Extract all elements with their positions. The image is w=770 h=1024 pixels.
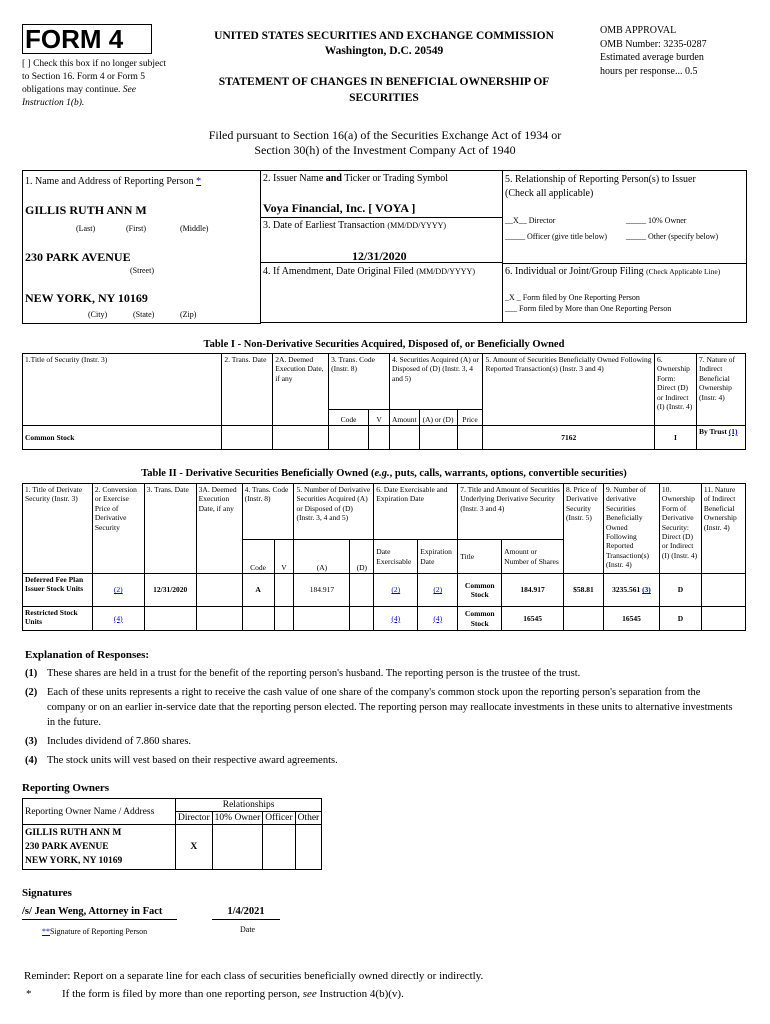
filing-one[interactable]: _X _ Form filed by One Reporting Person — [505, 293, 640, 302]
issuer-name: Voya Financial, Inc. [ VOYA ] — [263, 201, 416, 215]
owners-h-director: Director — [176, 812, 213, 825]
t1-h-amount-owned: 5. Amount of Securities Beneficially Owned Following Reported Transaction(s) (Instr. 3 and 4) — [483, 354, 655, 426]
footnote-link[interactable]: (3) — [642, 585, 651, 595]
t2-row-security: Deferred Fee Plan Issuer Stock Units — [23, 574, 93, 607]
table-row — [23, 426, 746, 450]
filing-more[interactable]: ___ Form filed by More than One Reporting Person — [505, 304, 672, 313]
t2-h-price: 8. Price of Derivative Security (Instr. 5) — [564, 484, 604, 574]
table-row — [23, 574, 746, 607]
footnote-link[interactable]: (4) — [433, 613, 443, 623]
t2-row-title: Common Stock — [458, 574, 502, 607]
t2-h-shares: Amount or Number of Shares — [502, 540, 564, 574]
t2-h-conversion: 2. Conversion or Exercise Price of Derivative Security — [92, 484, 144, 574]
t2-h-form: 10. Ownership Form of Derivative Security: Direct (D) or Indirect (I) (Instr. 4) — [659, 484, 701, 574]
t1-h-code-sub: Code — [329, 410, 369, 426]
t2-h-code-sub: Code — [242, 540, 274, 574]
zip-label: (Zip) — [180, 310, 197, 319]
t2-h-nature: 11. Nature of Indirect Beneficial Ownership (Instr. 4) — [701, 484, 745, 574]
table1-title: Table I - Non-Derivative Securities Acquired, Disposed of, or Beneficially Owned — [203, 339, 565, 350]
date-label: Date — [240, 925, 256, 934]
director-check[interactable]: __X__ Director — [505, 216, 556, 225]
t1-h-v: V — [369, 410, 390, 426]
footnote-link[interactable]: (4) — [391, 613, 401, 623]
owners-h-name: Reporting Owner Name / Address — [23, 799, 176, 825]
signatures-title: Signatures — [22, 887, 72, 899]
relationship-label: 5. Relationship of Reporting Person(s) to Issuer (Check all applicable) — [505, 174, 696, 199]
t2-row-a: 184.917 — [294, 574, 350, 607]
t2-h-d: (D) — [350, 540, 374, 574]
owners-name: GILLIS RUTH ANN M 230 PARK AVENUE NEW YORK, NY 10169 — [23, 825, 176, 870]
state-label: (State) — [133, 310, 155, 319]
t2-row-form: D — [659, 607, 701, 631]
statement-title: STATEMENT OF CHANGES IN BENEFICIAL OWNERSHIP OF SECURITIES — [218, 76, 550, 104]
t1-h-price: Price — [457, 410, 483, 426]
t1-h-deemed: 2A. Deemed Execution Date, if any — [273, 354, 329, 426]
table2-title: Table II - Derivative Securities Beneficially Owned (e.g., puts, calls, warrants, options, convertible securities) — [141, 468, 627, 479]
name-footnote-link[interactable]: * — [196, 176, 202, 187]
list-item: (4) The stock units will vest based on their respective award agreements. — [25, 755, 338, 766]
t2-h-code: 4. Trans. Code (Instr. 8) — [242, 484, 294, 540]
t1-h-date: 2. Trans. Date — [222, 354, 273, 426]
filing-label: 6. Individual or Joint/Group Filing (Check Applicable Line) — [505, 266, 721, 277]
t2-h-date-ex: Date Exercisable — [374, 540, 418, 574]
table1 — [22, 353, 746, 450]
t2-row-shares: 184.917 — [502, 574, 564, 607]
t1-h-aord: (A) or (D) — [419, 410, 457, 426]
owners-table — [22, 798, 322, 870]
footnote-link[interactable]: (2) — [391, 585, 401, 595]
street-label: (Street) — [130, 266, 154, 275]
star-note: If the form is filed by more than one reporting person, see Instruction 4(b)(v). — [62, 988, 404, 1000]
footnote-link[interactable]: ** — [42, 927, 50, 936]
t1-h-security: 1.Title of Security (Instr. 3) — [23, 354, 222, 426]
footnote-link[interactable]: (2) — [433, 585, 443, 595]
table2 — [22, 483, 746, 631]
owners-h-other: Other — [295, 812, 322, 825]
t2-h-owned: 9. Number of derivative Securities Beneficially Owned Following Reported Transaction(s) (Instr. 4) — [603, 484, 659, 574]
owners-director-mark: X — [176, 825, 213, 870]
t1-h-nature: 7. Nature of Indirect Beneficial Ownership (Instr. 4) — [696, 354, 745, 426]
amendment-label: 4. If Amendment, Date Original Filed (MM/DD/YYYY) — [263, 266, 475, 277]
t2-h-exercisable: 6. Date Exercisable and Expiration Date — [374, 484, 458, 540]
reporting-person-name: GILLIS RUTH ANN M — [25, 203, 147, 217]
omb-approval: OMB APPROVAL OMB Number: 3235-0287 Estimated average burden hours per response... 0.5 — [600, 25, 707, 77]
footnote-link[interactable]: (4) — [113, 613, 123, 623]
t2-row-security: Restricted Stock Units — [23, 607, 93, 631]
city-value: NEW YORK, NY 10169 — [25, 291, 148, 305]
t2-h-title: Title — [458, 540, 502, 574]
t1-row-security: Common Stock — [23, 426, 222, 450]
earliest-date: 12/31/2020 — [352, 249, 407, 263]
t1-row-amount: 7162 — [483, 426, 655, 450]
city-label: (City) — [88, 310, 108, 319]
reminder: Reminder: Report on a separate line for each class of securities beneficially owned directly or indirectly. — [24, 970, 484, 982]
first-label: (First) — [126, 224, 146, 233]
t2-row-code: A — [242, 574, 274, 607]
t1-h-amount: Amount — [390, 410, 420, 426]
t2-h-a: (A) — [294, 540, 350, 574]
table-row — [23, 825, 322, 870]
street-value: 230 PARK AVENUE — [25, 250, 131, 264]
filed-pursuant: Filed pursuant to Section 16(a) of the Securities Exchange Act of 1934 or Section 30(h) of the Investment Company Act of 1940 — [208, 128, 562, 157]
t2-h-underlying: 7. Title and Amount of Securities Underlying Derivative Security (Instr. 3 and 4) — [458, 484, 564, 540]
t1-h-code: 3. Trans. Code (Instr. 8) — [329, 354, 390, 410]
t1-h-acquired: 4. Securities Acquired (A) or Disposed of (D) (Instr. 3, 4 and 5) — [390, 354, 483, 410]
list-item: (2) Each of these units represents a right to receive the cash value of one share of the company's common stock upon the reporting person's separation from the company or on an earlier in-service date that the reporting person elected. The reporting person may reallocate investments in these units to alternative investments in the future. — [25, 687, 733, 728]
check-box-text: [ ] Check this box if no longer subject to Section 16. Form 4 or Form 5 obligations may continue. See Instruction 1(b). — [22, 59, 167, 108]
t2-row-owned: 16545 — [603, 607, 659, 631]
t1-h-ownership-form: 6. Ownership Form: Direct (D) or Indirect (I) (Instr. 4) — [655, 354, 697, 426]
table-row — [23, 607, 746, 631]
star-note-mark: * — [26, 988, 32, 1000]
t2-h-number: 5. Number of Derivative Securities Acquired (A) or Disposed of (D) (Instr. 3, 4 and 5) — [294, 484, 374, 540]
earliest-date-label: 3. Date of Earliest Transaction (MM/DD/YYYY) — [263, 220, 447, 231]
agency-city: Washington, D.C. 20549 — [324, 45, 444, 57]
issuer-label: 2. Issuer Name and Ticker or Trading Symbol — [263, 173, 449, 184]
other-check[interactable]: _____ Other (specify below) — [626, 232, 719, 241]
t2-h-exp: Expiration Date — [418, 540, 458, 574]
footnote-link[interactable]: (1) — [728, 427, 738, 436]
list-item: (1) These shares are held in a trust for the benefit of the reporting person's husband. The reporting person is the trustee of the trust. — [25, 668, 581, 679]
owners-h-officer: Officer — [263, 812, 295, 825]
form-title: FORM 4 — [25, 24, 124, 54]
owners-h-ten: 10% Owner — [212, 812, 263, 825]
last-label: (Last) — [76, 224, 96, 233]
t2-h-security: 1. Title of Derivate Security (Instr. 3) — [23, 484, 93, 574]
explanation-list — [25, 666, 739, 768]
t2-h-v: V — [274, 540, 294, 574]
signature-date: 1/4/2021 — [212, 906, 280, 920]
owners-h-rel: Relationships — [176, 799, 322, 812]
t2-row-form: D — [659, 574, 701, 607]
t1-row-form: I — [655, 426, 697, 450]
agency-name: UNITED STATES SECURITIES AND EXCHANGE COMMISSION — [214, 30, 554, 42]
form-title-box — [22, 24, 152, 54]
t2-row-owned: 3235.561 — [612, 585, 641, 595]
t2-h-date: 3. Trans. Date — [144, 484, 196, 574]
footnote-link[interactable]: (2) — [113, 585, 123, 595]
ten-percent-check[interactable]: _____ 10% Owner — [626, 216, 687, 225]
t2-row-title: Common Stock — [458, 607, 502, 631]
explanation-title: Explanation of Responses: — [25, 649, 150, 661]
t2-row-date: 12/31/2020 — [144, 574, 196, 607]
reporting-person-label: 1. Name and Address of Reporting Person * — [25, 176, 202, 187]
officer-check[interactable]: _____ Officer (give title below) — [505, 232, 608, 241]
signer: /s/ Jean Weng, Attorney in Fact — [22, 906, 177, 920]
t2-h-deemed: 3A. Deemed Execution Date, if any — [196, 484, 242, 574]
t1-row-nature: By Trust (1) — [696, 426, 745, 450]
t2-row-price: $58.81 — [564, 574, 604, 607]
owners-title: Reporting Owners — [22, 782, 110, 794]
signature-label: **Signature of Reporting Person — [42, 927, 148, 936]
middle-label: (Middle) — [180, 224, 209, 233]
t2-row-shares: 16545 — [502, 607, 564, 631]
list-item: (3) Includes dividend of 7.860 shares. — [25, 736, 192, 747]
